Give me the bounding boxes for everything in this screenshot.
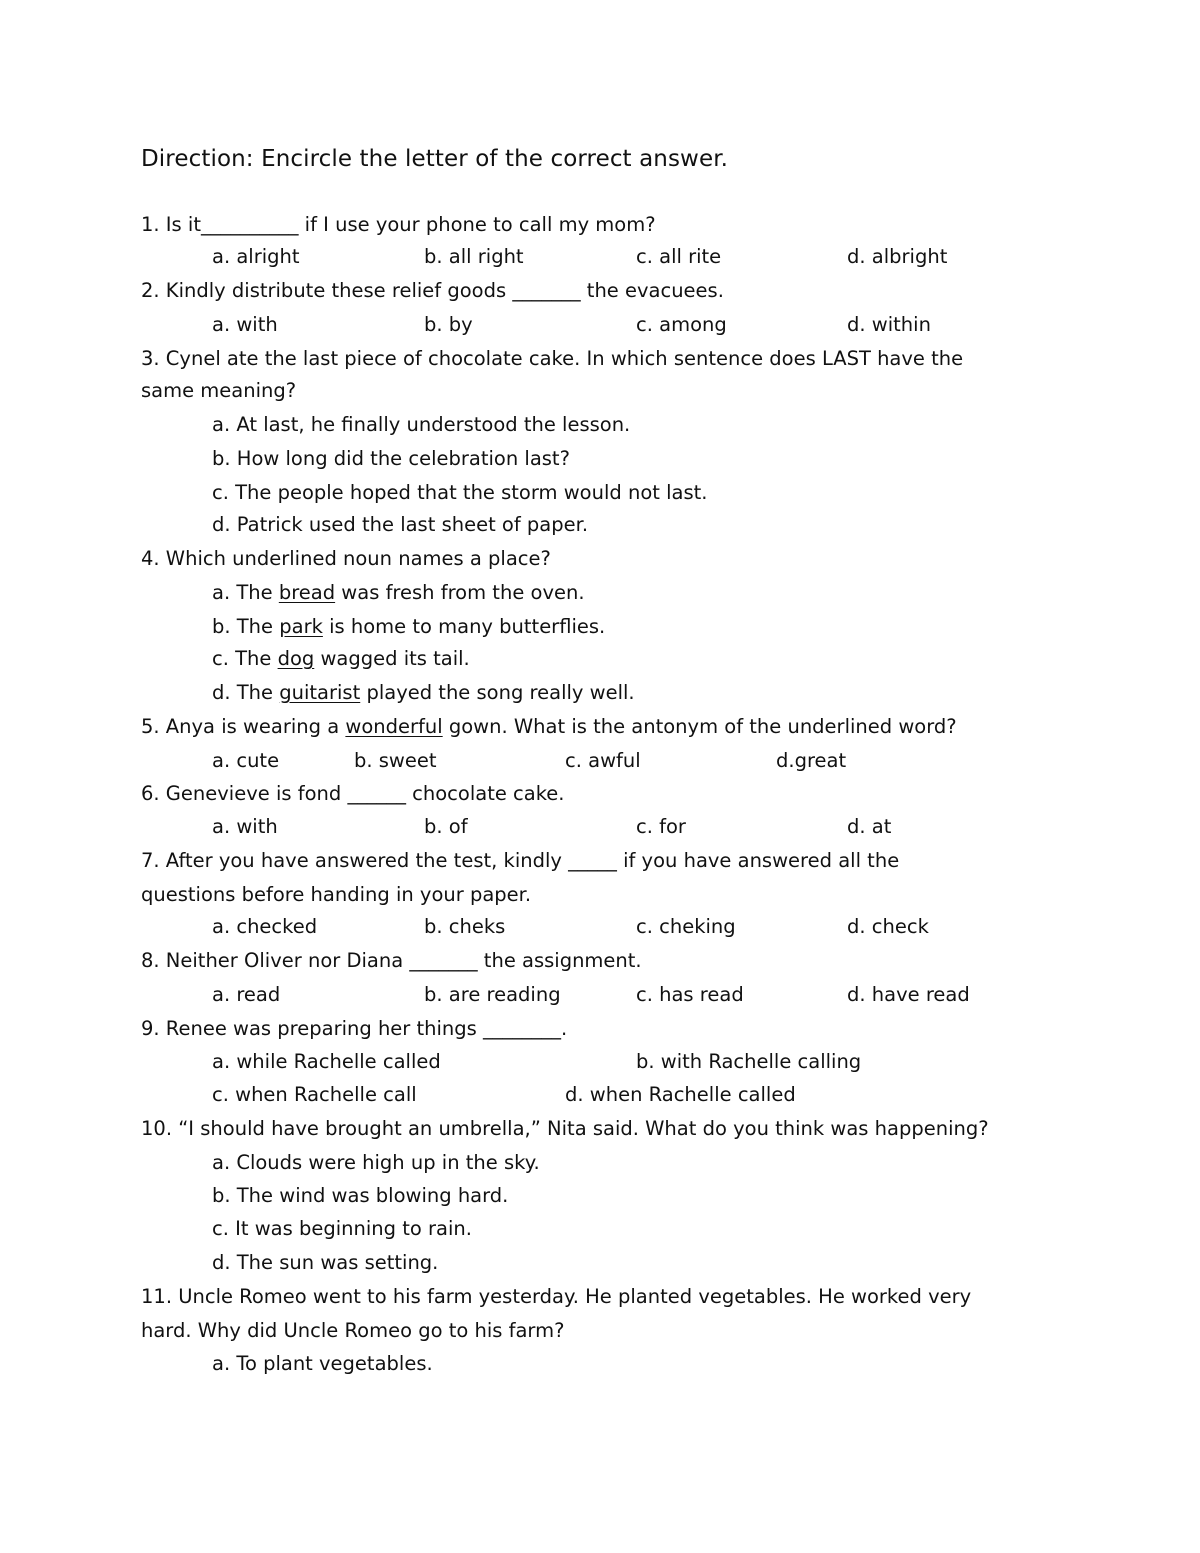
q8-blank: _______ — [409, 949, 478, 972]
q9-option-d[interactable]: d. when Rachelle called — [565, 1083, 796, 1106]
q5-underlined-word: wonderful — [345, 715, 443, 738]
q3-option-b[interactable]: b. How long did the celebration last? — [212, 447, 570, 470]
q6-option-c[interactable]: c. for — [636, 815, 686, 838]
q3-option-a[interactable]: a. At last, he finally understood the lesson. — [212, 413, 631, 436]
question-7-line-1 — [141, 848, 899, 874]
q8-option-a[interactable]: a. read — [212, 983, 281, 1006]
q11-option-a[interactable]: a. To plant vegetables. — [212, 1352, 433, 1375]
question-3-line-2: same meaning? — [141, 379, 297, 402]
q4-option-c[interactable] — [212, 646, 470, 672]
q6-option-a[interactable]: a. with — [212, 815, 278, 838]
q9-text-pre: 9. Renee was preparing her things — [141, 1017, 484, 1040]
q9-option-c[interactable]: c. when Rachelle call — [212, 1083, 417, 1106]
q9-text-post: . — [561, 1017, 568, 1040]
q7-text-post: if you have answered all the — [616, 849, 900, 872]
q5-option-b[interactable]: b. sweet — [354, 749, 437, 772]
q3-option-c[interactable]: c. The people hoped that the storm would not last. — [212, 481, 708, 504]
q2-option-c[interactable]: c. among — [636, 313, 727, 336]
q7-option-d[interactable]: d. check — [847, 915, 929, 938]
q8-text-pre: 8. Neither Oliver nor Diana — [141, 949, 410, 972]
question-5 — [141, 714, 957, 740]
q8-option-d[interactable]: d. have read — [847, 983, 970, 1006]
q2-text-pre: 2. Kindly distribute these relief goods — [141, 279, 513, 302]
q2-text-post: the evacuees. — [580, 279, 724, 302]
question-10: 10. “I should have brought an umbrella,” Nita said. What do you think was happening? — [141, 1117, 989, 1140]
q1-option-d[interactable]: d. albright — [847, 245, 948, 268]
q6-text-pre: 6. Genevieve is fond — [141, 782, 348, 805]
q4-b-pre: b. The — [212, 615, 280, 638]
q7-option-c[interactable]: c. cheking — [636, 915, 736, 938]
q4-option-a[interactable] — [212, 580, 585, 606]
q4-a-pre: a. The — [212, 581, 279, 604]
q8-text-post: the assignment. — [477, 949, 642, 972]
q1-blank: __________ — [200, 213, 299, 236]
question-11-line-1: 11. Uncle Romeo went to his farm yesterday. He planted vegetables. He worked very — [141, 1285, 972, 1308]
q8-option-b[interactable]: b. are reading — [424, 983, 561, 1006]
direction-heading: Direction: Encircle the letter of the correct answer. — [141, 146, 729, 172]
question-11-line-2: hard. Why did Uncle Romeo go to his farm? — [141, 1319, 565, 1342]
q10-option-a[interactable]: a. Clouds were high up in the sky. — [212, 1151, 540, 1174]
q1-option-c[interactable]: c. all rite — [636, 245, 722, 268]
question-6 — [141, 781, 565, 807]
q7-blank: _____ — [568, 849, 617, 872]
q1-option-a[interactable]: a. alright — [212, 245, 300, 268]
q5-option-d[interactable]: d.great — [776, 749, 847, 772]
question-7-line-2: questions before handing in your paper. — [141, 883, 532, 906]
question-9 — [141, 1016, 567, 1042]
q4-c-underlined-word: dog — [277, 647, 315, 670]
question-4: 4. Which underlined noun names a place? — [141, 547, 551, 570]
q6-blank: ______ — [347, 782, 406, 805]
q10-option-b[interactable]: b. The wind was blowing hard. — [212, 1184, 509, 1207]
q9-blank: ________ — [483, 1017, 562, 1040]
q4-a-post: was fresh from the oven. — [335, 581, 585, 604]
q10-option-d[interactable]: d. The sun was setting. — [212, 1251, 439, 1274]
q4-option-b[interactable] — [212, 614, 605, 640]
q1-text-pre: 1. Is it — [141, 213, 201, 236]
q4-c-post: wagged its tail. — [314, 647, 470, 670]
q4-b-underlined-word: park — [279, 615, 323, 638]
q5-option-a[interactable]: a. cute — [212, 749, 280, 772]
q2-option-d[interactable]: d. within — [847, 313, 931, 336]
question-3-line-1: 3. Cynel ate the last piece of chocolate cake. In which sentence does LAST have the — [141, 347, 964, 370]
q4-a-underlined-word: bread — [278, 581, 336, 604]
q2-option-a[interactable]: a. with — [212, 313, 278, 336]
q4-b-post: is home to many butterflies. — [322, 615, 606, 638]
q9-option-a[interactable]: a. while Rachelle called — [212, 1050, 441, 1073]
q2-option-b[interactable]: b. by — [424, 313, 473, 336]
q4-d-post: played the song really well. — [360, 681, 635, 704]
q7-option-b[interactable]: b. cheks — [424, 915, 506, 938]
question-8 — [141, 948, 642, 974]
q2-blank: _______ — [512, 279, 581, 302]
question-1 — [141, 212, 656, 238]
q6-option-b[interactable]: b. of — [424, 815, 468, 838]
q4-c-pre: c. The — [212, 647, 278, 670]
q5-text-pre: 5. Anya is wearing a — [141, 715, 346, 738]
q1-text-post: if I use your phone to call my mom? — [298, 213, 656, 236]
q3-option-d[interactable]: d. Patrick used the last sheet of paper. — [212, 513, 589, 536]
q4-d-underlined-word: guitarist — [279, 681, 361, 704]
q7-option-a[interactable]: a. checked — [212, 915, 318, 938]
q10-option-c[interactable]: c. It was beginning to rain. — [212, 1217, 472, 1240]
q8-option-c[interactable]: c. has read — [636, 983, 744, 1006]
q4-option-d[interactable] — [212, 680, 635, 706]
q6-option-d[interactable]: d. at — [847, 815, 892, 838]
q5-text-post: gown. What is the antonym of the underlined word? — [442, 715, 957, 738]
q7-text-pre: 7. After you have answered the test, kindly — [141, 849, 569, 872]
q1-option-b[interactable]: b. all right — [424, 245, 524, 268]
q5-option-c[interactable]: c. awful — [565, 749, 641, 772]
question-2 — [141, 278, 724, 304]
q6-text-post: chocolate cake. — [405, 782, 565, 805]
q9-option-b[interactable]: b. with Rachelle calling — [636, 1050, 862, 1073]
q4-d-pre: d. The — [212, 681, 280, 704]
